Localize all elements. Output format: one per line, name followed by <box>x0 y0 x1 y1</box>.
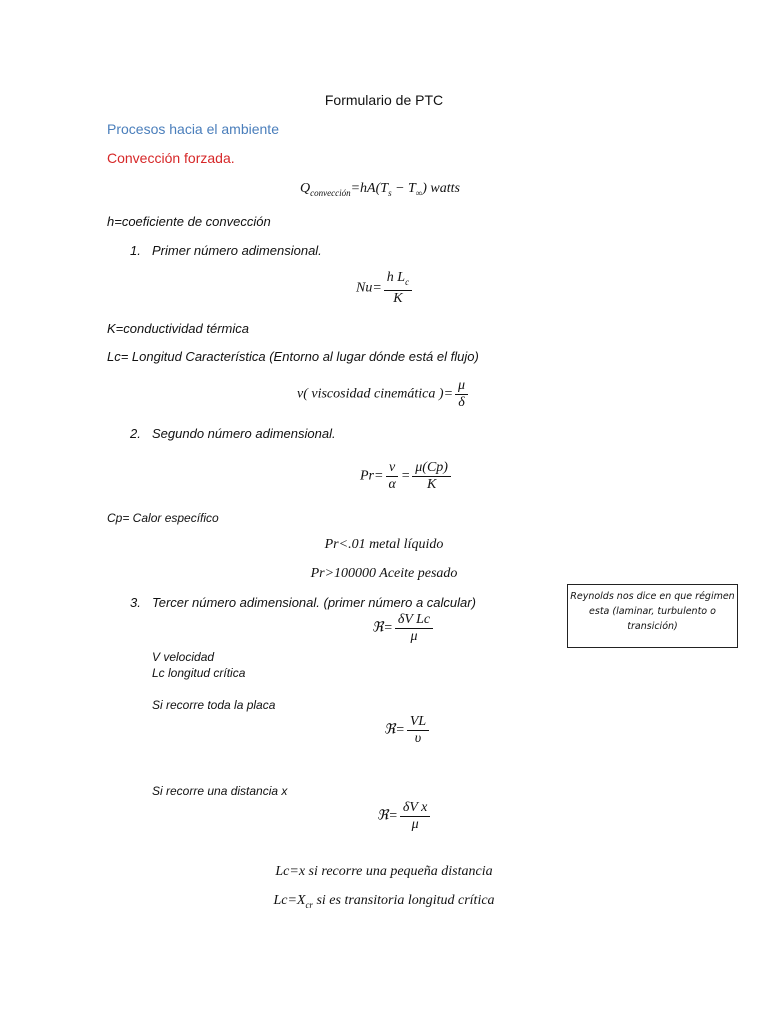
eq-text: ℜ= <box>384 722 405 738</box>
eq-text: ℜ= <box>372 620 393 636</box>
list-item-1: Primer número adimensional. <box>152 243 322 258</box>
eq-text: = <box>400 468 411 484</box>
fraction <box>385 460 398 493</box>
equation-pr-low: Pr<.01 metal líquido <box>324 537 444 552</box>
fraction-denominator: α <box>388 477 396 492</box>
definition-lc-critical: Lc longitud crítica <box>152 666 246 680</box>
fraction-denominator: K <box>393 290 403 306</box>
fraction-denominator: μ <box>410 629 418 644</box>
section-heading: Procesos hacia el ambiente <box>107 121 279 137</box>
page-title: Formulario de PTC <box>324 92 444 108</box>
subsection-heading: Convección forzada. <box>107 150 235 166</box>
eq-text: =hA(T <box>350 181 389 196</box>
eq-text: Pr= <box>360 468 384 484</box>
equation-pr-high: Pr>100000 Aceite pesado <box>310 566 458 581</box>
fraction <box>400 800 431 833</box>
list-number-2: 2. <box>130 426 141 441</box>
fraction-numerator: h L <box>386 270 406 285</box>
definition-lc: Lc= Longitud Característica (Entorno al lugar dónde está el flujo) <box>107 349 479 364</box>
equation-convection <box>300 181 460 198</box>
fraction-denominator: υ <box>414 731 422 746</box>
equation-nusselt <box>356 270 414 307</box>
eq-subscript: c <box>405 276 410 287</box>
equation-lc-1: Lc=x si recorre una pequeña distancia <box>275 864 493 879</box>
fraction-numerator: μ <box>455 378 468 395</box>
eq-subscript: cr <box>305 899 313 910</box>
list-item-2: Segundo número adimensional. <box>152 426 336 441</box>
text-distancia: Si recorre una distancia x <box>152 784 288 798</box>
fraction-denominator: δ <box>458 395 465 410</box>
equation-viscosity <box>297 378 470 411</box>
equation-reynolds-3 <box>377 800 432 833</box>
list-number-3: 3. <box>130 595 141 610</box>
equation-reynolds-1 <box>372 612 435 645</box>
fraction <box>412 460 451 493</box>
fraction <box>384 270 412 307</box>
eq-text: Nu= <box>356 280 382 296</box>
list-number-1: 1. <box>130 243 141 258</box>
fraction-denominator: μ <box>411 817 419 832</box>
definition-h: h=coeficiente de convección <box>107 214 271 229</box>
fraction-numerator: μ(Cp) <box>412 460 451 477</box>
eq-text: − T <box>391 181 416 196</box>
fraction-numerator: VL <box>407 714 429 731</box>
eq-subscript: ∞ <box>415 187 423 198</box>
fraction-numerator: δV x <box>400 800 431 817</box>
fraction <box>407 714 429 747</box>
list-item-3: Tercer número adimensional. (primer número a calcular) <box>152 595 476 610</box>
fraction-denominator: K <box>426 477 437 492</box>
definition-v: V velocidad <box>152 650 215 664</box>
definition-cp: Cp= Calor específico <box>107 511 219 525</box>
eq-text: v( viscosidad cinemática )= <box>297 386 454 402</box>
note-box: Reynolds nos dice en que régimen esta (laminar, turbulento o transición) <box>567 584 738 648</box>
definition-k: K=conductividad térmica <box>107 321 249 336</box>
equation-lc-2 <box>0 893 768 910</box>
eq-text: ℜ= <box>377 808 398 824</box>
eq-symbol: Q <box>300 181 311 196</box>
fraction <box>395 612 433 645</box>
text-placa: Si recorre toda la placa <box>152 698 276 712</box>
fraction <box>455 378 468 411</box>
fraction-numerator: δV Lc <box>395 612 433 629</box>
equation-reynolds-2 <box>384 714 431 747</box>
eq-text: ) watts <box>422 181 460 196</box>
eq-text: si es transitoria longitud crítica <box>312 893 495 908</box>
eq-subscript: s <box>388 187 392 198</box>
eq-text: Lc=X <box>273 893 306 908</box>
equation-prandtl <box>360 460 453 493</box>
fraction-numerator: v <box>386 460 398 477</box>
eq-subscript: convección <box>310 187 351 198</box>
